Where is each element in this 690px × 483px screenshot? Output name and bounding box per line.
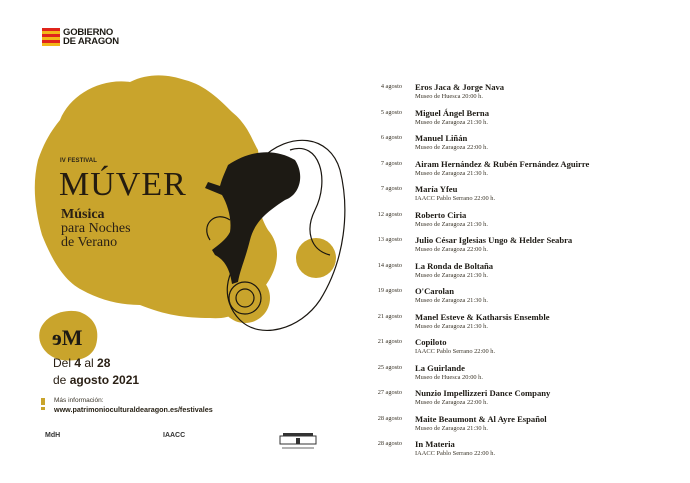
event-venue: IAACC Pablo Serrano 22:00 h. [415, 195, 496, 202]
dates-end: 28 [97, 356, 111, 370]
event-name: Manel Esteve & Katharsis Ensemble [415, 311, 550, 322]
info-url-link[interactable]: www.patrimonioculturaldearagon.es/festivales [54, 405, 213, 414]
event-venue: Museo de Zaragoza 21:30 h. [415, 424, 488, 432]
event-venue: Museo de Zaragoza 21:30 h. [415, 322, 488, 330]
schedule-item [360, 108, 680, 134]
event-venue: Museo de Zaragoza 21:30 h. [415, 297, 488, 304]
schedule-list [360, 82, 680, 465]
schedule-item [360, 210, 680, 236]
iaacc-logo: IAACC [163, 432, 186, 439]
event-date: 6 agosto [380, 134, 402, 141]
dates-text: Del [53, 356, 75, 370]
event-venue: Museo de Zaragoza 22:00 h. [415, 399, 488, 406]
event-date: 13 agosto [377, 236, 402, 243]
schedule-item [360, 184, 680, 210]
event-venue: Museo de Zaragoza 21:30 h. [415, 118, 488, 126]
festival-subtitle-line3: de Verano [61, 235, 118, 250]
event-date: 25 agosto [377, 363, 402, 371]
event-name: Julio César Iglesias Ungo & Helder Seabra [415, 235, 573, 245]
event-date: 4 agosto [380, 83, 402, 90]
event-name: Manuel Liñán [415, 133, 468, 143]
event-date: 21 agosto [377, 312, 402, 320]
event-date: 7 agosto [380, 159, 402, 167]
event-date: 28 agosto [377, 414, 402, 422]
event-date: 5 agosto [380, 108, 402, 116]
info-label: Más información: [54, 397, 104, 404]
schedule-item [360, 388, 680, 414]
dates-start: 4 [74, 356, 82, 370]
event-name: Maite Beaumont & Al Ayre Español [415, 413, 547, 424]
dates-text: al [81, 356, 98, 370]
event-name: Copiloto [415, 337, 447, 347]
festival-monogram-icon: ɘM [52, 325, 83, 350]
event-date: 14 agosto [377, 261, 402, 269]
festival-dates-line1 [53, 356, 110, 370]
event-date: 21 agosto [377, 338, 402, 345]
festival-title: MÚVER [59, 166, 187, 203]
event-venue: Museo de Zaragoza 22:00 h. [415, 246, 488, 253]
event-name: O'Carolan [415, 286, 454, 296]
event-date: 19 agosto [377, 287, 402, 294]
schedule-item [360, 312, 680, 338]
museo-zaragoza-logo [278, 432, 318, 452]
festival-subtitle-line1: Música [61, 207, 105, 222]
event-name: La Guirlande [415, 362, 465, 373]
event-date: 7 agosto [380, 185, 402, 192]
event-venue: IAACC Pablo Serrano 22:00 h. [415, 450, 496, 457]
more-info [40, 397, 213, 414]
info-icon [40, 398, 46, 412]
schedule-item [360, 414, 680, 440]
event-venue: Museo de Zaragoza 21:30 h. [415, 220, 488, 228]
schedule-item [360, 286, 680, 312]
schedule-item [360, 439, 680, 465]
event-name: Nunzio Impellizzeri Dance Company [415, 388, 551, 398]
festival-edition: IV FESTIVAL [60, 158, 97, 164]
event-venue: IAACC Pablo Serrano 22:00 h. [415, 348, 496, 355]
dates-month-year: agosto 2021 [69, 373, 140, 387]
event-name: La Ronda de Boltaña [415, 260, 494, 271]
mdh-logo: MdH [45, 432, 61, 439]
event-date: 27 agosto [377, 389, 402, 396]
event-date: 12 agosto [377, 210, 402, 218]
gov-line1: GOBIERNO [63, 27, 114, 38]
event-name: Miguel Ángel Berna [415, 107, 489, 118]
event-venue: Museo de Zaragoza 21:30 h. [415, 271, 488, 279]
circle-blob-right [296, 238, 336, 278]
event-name: Eros Jaca & Jorge Nava [415, 82, 505, 92]
schedule-item [360, 261, 680, 287]
gov-line2: DE ARAGON [63, 36, 119, 47]
schedule-item [360, 133, 680, 159]
event-name: María Yfeu [415, 184, 458, 194]
event-name: Roberto Ciria [415, 209, 467, 220]
event-venue: Museo de Zaragoza 22:00 h. [415, 144, 488, 151]
schedule-item [360, 363, 680, 389]
schedule-item [360, 82, 680, 108]
schedule-item [360, 159, 680, 185]
schedule-item [360, 337, 680, 363]
event-venue: Museo de Huesca 20:00 h. [415, 373, 483, 381]
event-venue: Museo de Huesca 20:00 h. [415, 93, 483, 100]
dates-text: de [53, 373, 70, 387]
museum-building-icon [278, 432, 318, 450]
event-name: In Materia [415, 439, 455, 449]
festival-subtitle-line2: para Noches [61, 221, 131, 236]
event-venue: Museo de Zaragoza 21:30 h. [415, 169, 488, 177]
schedule-item [360, 235, 680, 261]
event-date: 28 agosto [377, 440, 402, 447]
event-name: Airam Hernández & Rubén Fernández Aguirre [415, 158, 590, 169]
festival-dates-line2 [53, 373, 139, 387]
